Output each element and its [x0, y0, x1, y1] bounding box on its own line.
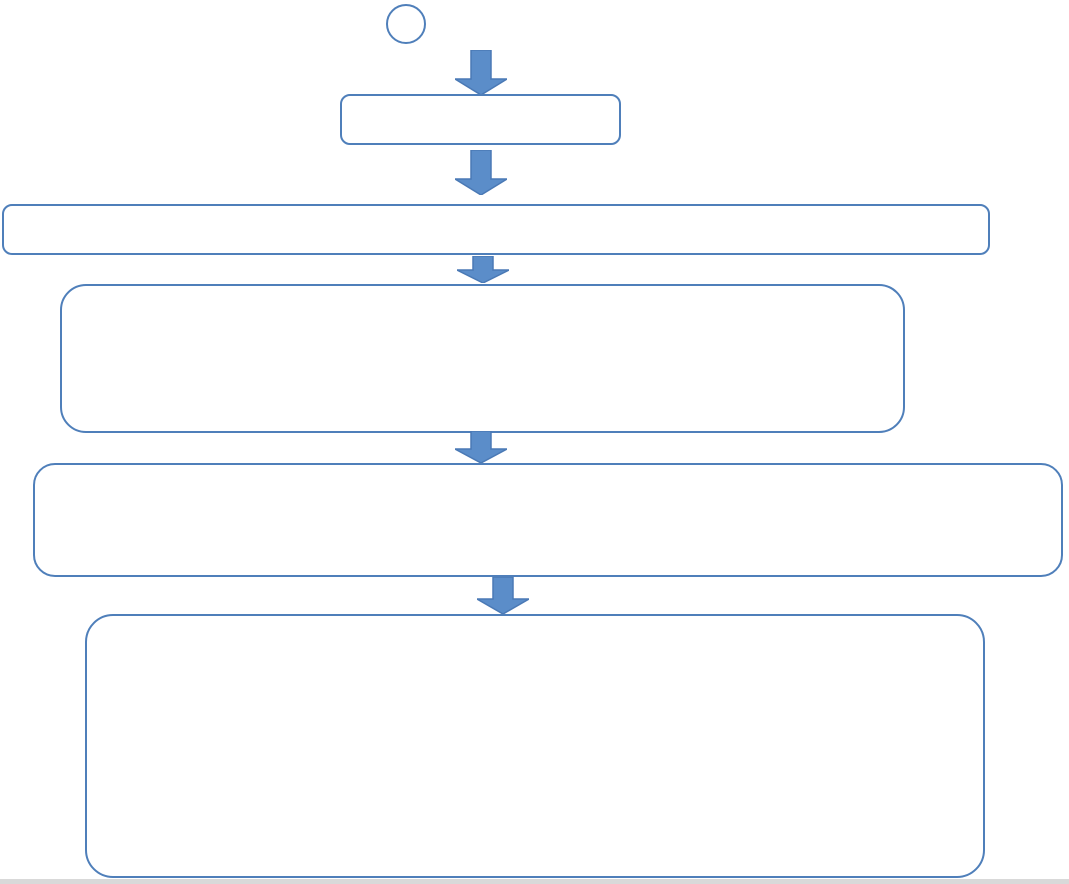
flow-box-step-two: [33, 463, 1063, 577]
flow-box-step-one: [60, 284, 905, 433]
down-arrow-icon: [455, 150, 507, 195]
step-number-badge: [386, 4, 426, 44]
down-arrow-icon: [457, 256, 509, 283]
flow-box-seize-market: [340, 94, 621, 145]
down-arrow-icon: [477, 577, 529, 614]
down-arrow-icon: [455, 431, 507, 463]
flow-box-summary: [85, 614, 985, 878]
down-arrow-icon: [455, 50, 507, 95]
bottom-edge-strip: [0, 879, 1069, 884]
flow-box-expand-market: [2, 204, 990, 255]
